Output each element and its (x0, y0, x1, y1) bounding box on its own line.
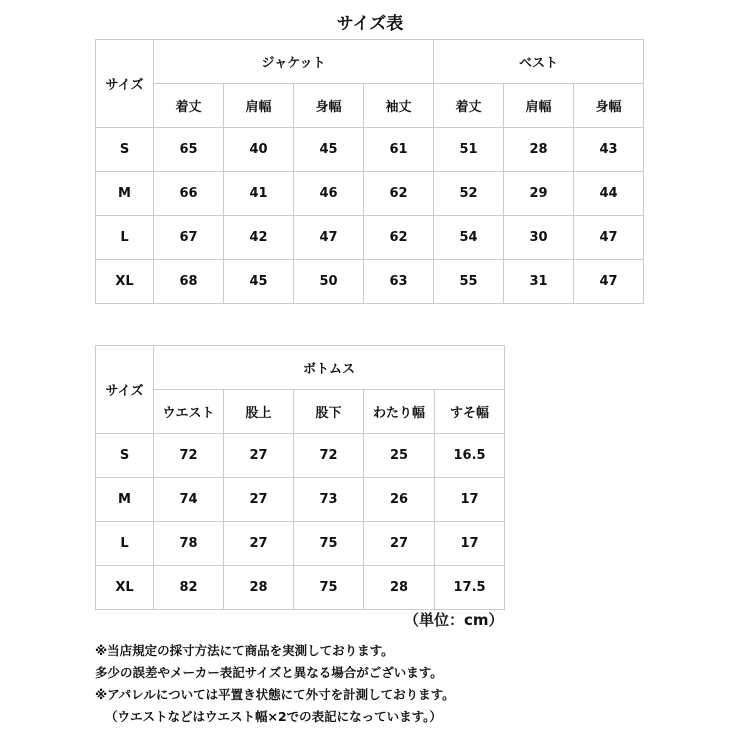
table-cell: 75 (294, 522, 364, 566)
table-cell: 31 (504, 260, 574, 304)
table-cell: 27 (364, 522, 435, 566)
table-cell: 17 (435, 478, 505, 522)
table-cell: 45 (294, 128, 364, 172)
size-label: L (96, 216, 154, 260)
column-header: 身幅 (294, 84, 364, 128)
table-cell: 82 (154, 566, 224, 610)
table-row (96, 128, 644, 172)
note-line: （ウエストなどはウエスト幅×2での表記になっています。） (105, 709, 442, 724)
table-cell: 27 (224, 434, 294, 478)
table-cell: 47 (294, 216, 364, 260)
table-cell: 47 (574, 216, 644, 260)
column-header: 身幅 (574, 84, 644, 128)
page-title: サイズ表 (336, 14, 404, 34)
table-cell: 47 (574, 260, 644, 304)
column-header: すそ幅 (435, 390, 505, 434)
table-cell: 72 (154, 434, 224, 478)
table-cell: 43 (574, 128, 644, 172)
table-cell: 16.5 (435, 434, 505, 478)
table-cell: 40 (224, 128, 294, 172)
table-cell: 42 (224, 216, 294, 260)
measurement-notes (95, 640, 735, 728)
table-cell: 61 (364, 128, 434, 172)
column-header: 股下 (294, 390, 364, 434)
unit-note: （単位：cm） (404, 611, 504, 629)
table-cell: 54 (434, 216, 504, 260)
table-cell: 29 (504, 172, 574, 216)
column-header: 袖丈 (364, 84, 434, 128)
group-header-bottoms: ボトムス (154, 346, 505, 390)
table-row (96, 478, 505, 522)
table-cell: 28 (364, 566, 435, 610)
size-label: M (96, 172, 154, 216)
column-header: 肩幅 (504, 84, 574, 128)
table-cell: 46 (294, 172, 364, 216)
jacket-vest-size-table (95, 39, 644, 304)
table-row (96, 172, 644, 216)
group-header-vest: ベスト (434, 40, 644, 84)
table-cell: 50 (294, 260, 364, 304)
table-cell: 74 (154, 478, 224, 522)
table-cell: 68 (154, 260, 224, 304)
table-cell: 27 (224, 478, 294, 522)
table-cell: 55 (434, 260, 504, 304)
column-header: わたり幅 (364, 390, 435, 434)
table-cell: 28 (224, 566, 294, 610)
table-cell: 17.5 (435, 566, 505, 610)
group-header-jacket: ジャケット (154, 40, 434, 84)
table-cell: 25 (364, 434, 435, 478)
size-label: XL (96, 260, 154, 304)
size-header-cell: サイズ (96, 346, 154, 434)
size-header-cell: サイズ (96, 40, 154, 128)
table-cell: 44 (574, 172, 644, 216)
size-label: M (96, 478, 154, 522)
table-cell: 62 (364, 216, 434, 260)
table-cell: 17 (435, 522, 505, 566)
table-cell: 66 (154, 172, 224, 216)
size-label: S (96, 128, 154, 172)
table-row (96, 566, 505, 610)
table-cell: 67 (154, 216, 224, 260)
table-cell: 78 (154, 522, 224, 566)
table-cell: 26 (364, 478, 435, 522)
note-line: 多少の誤差やメーカー表記サイズと異なる場合がございます。 (95, 665, 443, 680)
table-cell: 30 (504, 216, 574, 260)
table-cell: 52 (434, 172, 504, 216)
column-header: 股上 (224, 390, 294, 434)
note-line: ※アパレルについては平置き状態にて外寸を計測しております。 (95, 687, 455, 702)
table-row (96, 260, 644, 304)
column-header: 着丈 (154, 84, 224, 128)
column-header: 肩幅 (224, 84, 294, 128)
table-row (96, 434, 505, 478)
size-label: XL (96, 566, 154, 610)
size-label: S (96, 434, 154, 478)
column-header: 着丈 (434, 84, 504, 128)
bottoms-size-table (95, 345, 505, 610)
table-row (96, 522, 505, 566)
note-line: ※当店規定の採寸方法にて商品を実測しております。 (95, 643, 394, 658)
table-cell: 51 (434, 128, 504, 172)
table-cell: 28 (504, 128, 574, 172)
table-cell: 73 (294, 478, 364, 522)
size-label: L (96, 522, 154, 566)
table-cell: 41 (224, 172, 294, 216)
table-cell: 62 (364, 172, 434, 216)
table-row (96, 216, 644, 260)
table-cell: 63 (364, 260, 434, 304)
table-cell: 27 (224, 522, 294, 566)
table-cell: 75 (294, 566, 364, 610)
table-cell: 65 (154, 128, 224, 172)
table-cell: 72 (294, 434, 364, 478)
table-cell: 45 (224, 260, 294, 304)
column-header: ウエスト (154, 390, 224, 434)
